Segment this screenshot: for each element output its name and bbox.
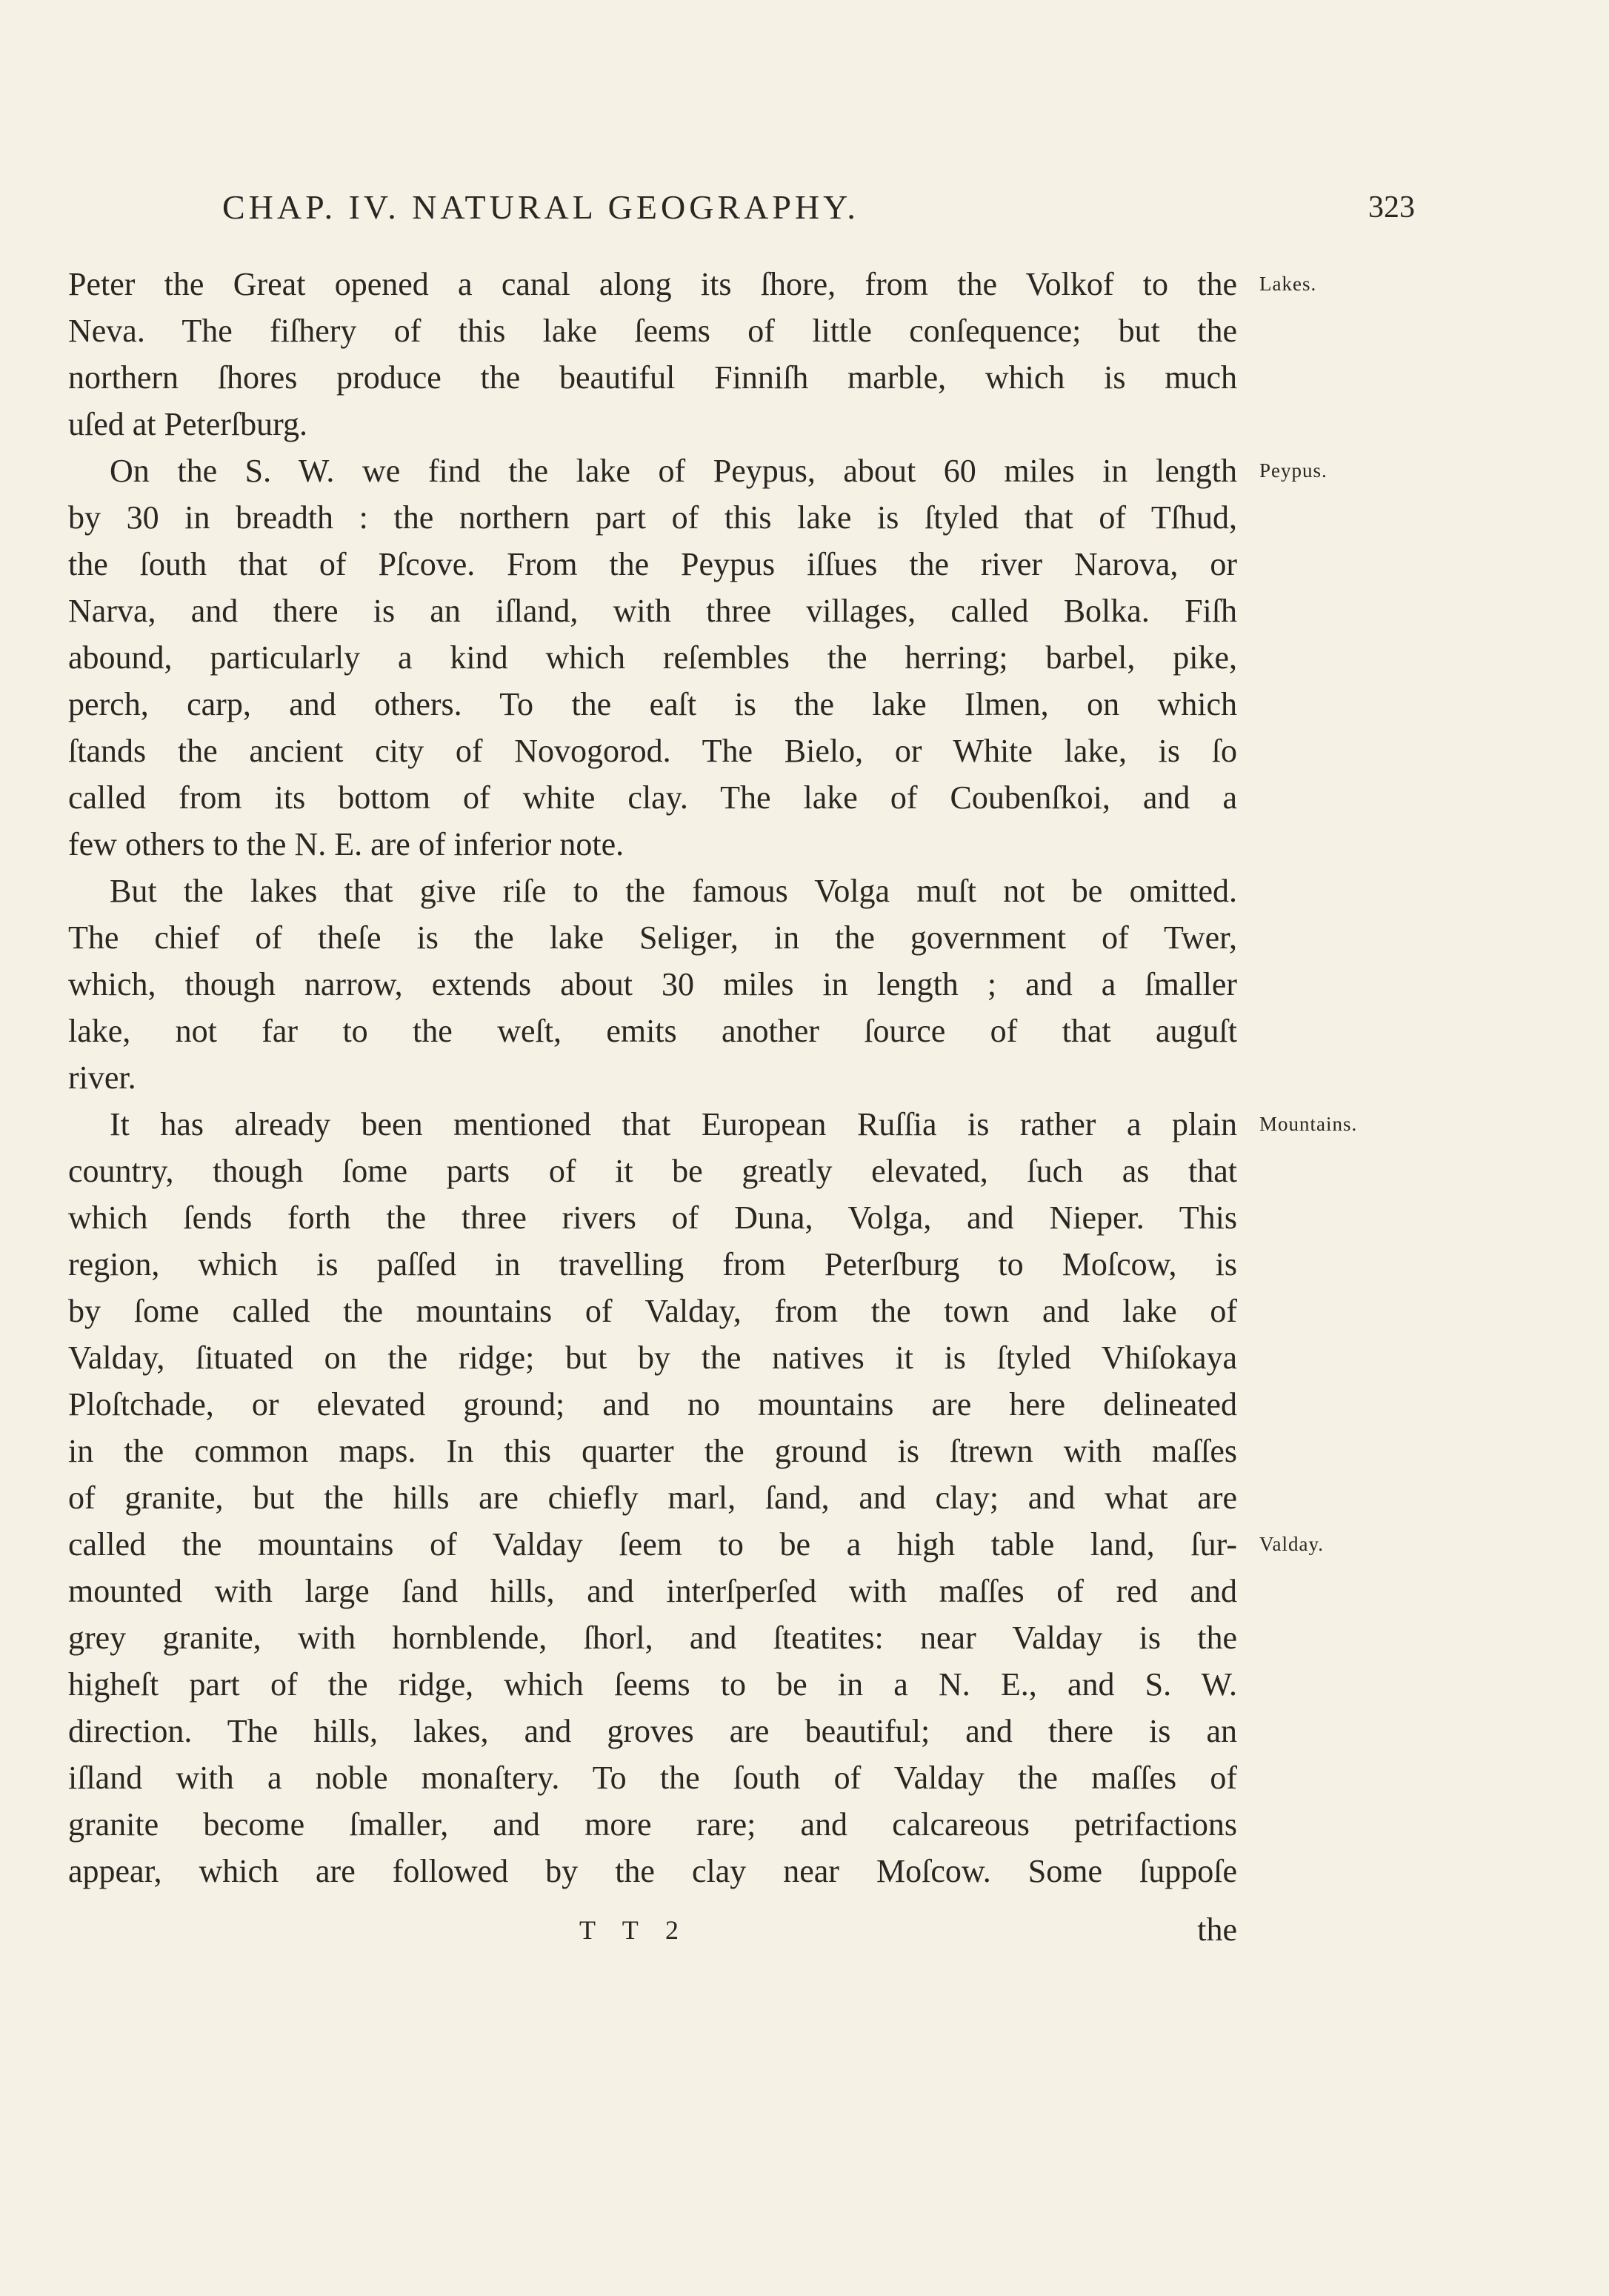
text-line: by ſome called the mountains of Valday, from the town and lake of: [68, 1293, 1237, 1329]
text-line: northern ſhores produce the beautiful Finniſh marble, which is much: [68, 359, 1237, 396]
text-line: Peter the Great opened a canal along its ſhore, from the Volkof to the: [68, 266, 1237, 302]
text-line: of granite, but the hills are chiefly marl, ſand, and clay; and what are: [68, 1480, 1237, 1516]
text-line: in the common maps. In this quarter the ground is ſtrewn with maſſes: [68, 1433, 1237, 1469]
main-text: [68, 261, 1237, 1894]
text-line: direction. The hills, lakes, and groves are beautiful; and there is an: [68, 1713, 1237, 1749]
text-line: abound, particularly a kind which reſembles the herring; barbel, pike,: [68, 639, 1237, 676]
margin-note-peypus: Peypus.: [1259, 459, 1327, 482]
text-line: ſtands the ancient city of Novogorod. The Bielo, or White lake, is ſo: [68, 733, 1237, 769]
text-line: river.: [68, 1059, 136, 1096]
page-number: 323: [1368, 190, 1415, 224]
text-line: which, though narrow, extends about 30 miles in length ; and a ſmaller: [68, 966, 1237, 1002]
text-line: It has already been mentioned that European Ruſſia is rather a plain: [110, 1106, 1237, 1142]
catchword: the: [1197, 1911, 1237, 1948]
text-line: called from its bottom of white clay. The lake of Coubenſkoi, and a: [68, 779, 1237, 816]
text-line: mounted with large ſand hills, and interſperſed with maſſes of red and: [68, 1573, 1237, 1609]
text-line: Valday, ſituated on the ridge; but by the natives it is ſtyled Vhiſokaya: [68, 1340, 1237, 1376]
text-line: few others to the N. E. are of inferior note.: [68, 826, 624, 862]
text-line: On the S. W. we find the lake of Peypus, about 60 miles in length: [110, 453, 1237, 489]
margin-note-lakes: Lakes.: [1259, 273, 1317, 295]
text-line: The chief of theſe is the lake Seliger, in the government of Twer,: [68, 919, 1237, 956]
text-line: Neva. The fiſhery of this lake ſeems of little conſequence; but the: [68, 313, 1237, 349]
text-line: granite become ſmaller, and more rare; and calcareous petrifactions: [68, 1806, 1237, 1843]
text-line: perch, carp, and others. To the eaſt is the lake Ilmen, on which: [68, 686, 1237, 722]
text-line: iſland with a noble monaſtery. To the ſouth of Valday the maſſes of: [68, 1760, 1237, 1796]
margin-note-valday: Valday.: [1259, 1533, 1324, 1555]
text-line: region, which is paſſed in travelling from Peterſburg to Moſcow, is: [68, 1246, 1237, 1282]
text-line: Ploſtchade, or elevated ground; and no mountains are here delineated: [68, 1386, 1237, 1422]
text-line: higheſt part of the ridge, which ſeems to be in a N. E., and S. W.: [68, 1666, 1237, 1703]
text-line: the ſouth that of Pſcove. From the Peypus iſſues the river Narova, or: [68, 546, 1237, 582]
page-footer: [68, 1908, 1237, 1952]
text-line: by 30 in breadth : the northern part of this lake is ſtyled that of Tſhud,: [68, 499, 1237, 536]
text-line: grey granite, with hornblende, ſhorl, and ſteatites: near Valday is the: [68, 1620, 1237, 1656]
text-line: called the mountains of Valday ſeem to be a high table land, ſur-: [68, 1526, 1237, 1563]
text-line: lake, not far to the weſt, emits another ſource of that auguſt: [68, 1013, 1237, 1049]
running-head: CHAP. IV. NATURAL GEOGRAPHY.: [222, 188, 859, 226]
margin-note-mountains: Mountains.: [1259, 1113, 1358, 1135]
text-line: Narva, and there is an iſland, with three villages, called Bolka. Fiſh: [68, 593, 1237, 629]
text-line: which ſends forth the three rivers of Duna, Volga, and Nieper. This: [68, 1199, 1237, 1236]
text-line: appear, which are followed by the clay near Moſcow. Some ſuppoſe: [68, 1853, 1237, 1889]
text-line: uſed at Peterſburg.: [68, 406, 307, 442]
text-line: But the lakes that give riſe to the famous Volga muſt not be omitted.: [110, 873, 1237, 909]
text-line: country, though ſome parts of it be greatly elevated, ſuch as that: [68, 1153, 1237, 1189]
page-header: [222, 182, 1415, 233]
signature-mark: T T 2: [579, 1915, 690, 1945]
